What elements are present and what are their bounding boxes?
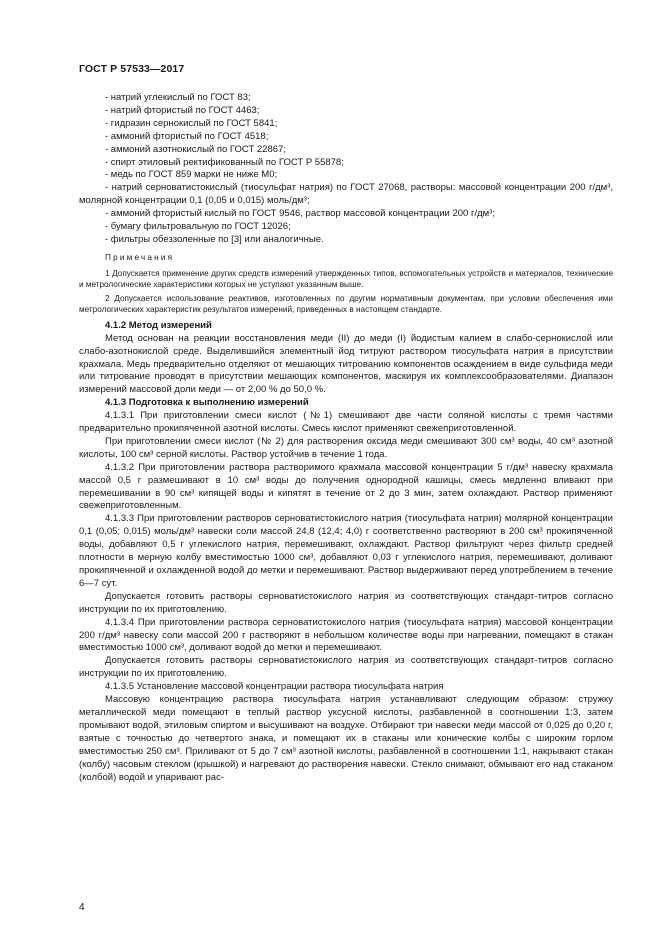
section-heading-413: 4.1.3 Подготовка к выполнению измерений (105, 397, 309, 409)
paragraph-4135-heading: 4.1.3.5 Установление массовой концентрации раствора тиосульфата натрия (105, 681, 444, 693)
notes-block (79, 252, 613, 315)
paragraph-standard-titre-2: Допускается готовить растворы серноватистокислого натрия из соответствующих стандарт-титров согласно инструкции по их приготовлению. (79, 655, 613, 680)
list-item: - фильтры обеззоленные по [3] или аналогичные. (105, 233, 324, 245)
method-paragraph: Метод основан на реакции восстановления меди (II) до меди (I) йодистым калием в слабо-сернокислой или слабо-азотнокислой среде. Выделившийся элементный йод титруют раствором тиосульфата натрия в присутствии крахмала. Медь предварительно отделяют от мешающих титрованию компонентов осаждением в виде сульфида меди или титрование проводят в присутствии мешающих компонентов, маскируя их комплексообразователями. Диапазон измерений массовой доли меди — от 2,00 % до 50,0 %. (79, 332, 613, 396)
list-item: - аммоний азотнокислый по ГОСТ 22867; (105, 143, 286, 155)
list-item: - бумагу фильтровальную по ГОСТ 12026; (105, 221, 291, 233)
paragraph-4132: 4.1.3.2 При приготовлении раствора растворимого крахмала массовой концентрации 5 г/дм³ навеску крахмала массой 0,5 г размешивают в 10 см³ воды до получения однородной кашицы, смесь медленно вливают при перемешивании в 90 см³ кипящей воды и кипятят в течение от 2 до 3 мин, затем охлаждают. Раствор применяют свежеприготовленным. (79, 461, 613, 512)
list-item: - медь по ГОСТ 859 марки не ниже М0; (105, 169, 278, 181)
note-item: 1 Допускается применение других средств измерений утвержденных типов, вспомогательных устройств и материалов, технические и метрологические характеристики которых не уступают указанным выше. (79, 268, 613, 289)
standard-header: ГОСТ Р 57533—2017 (79, 63, 185, 75)
list-item: - аммоний фтористый по ГОСТ 4518; (105, 130, 269, 142)
list-item: - натрий фтористый по ГОСТ 4463; (105, 104, 260, 116)
paragraph-standard-titre-1: Допускается готовить растворы серноватистокислого натрия из соответствующих стандарт-титров согласно инструкции по их приготовлению. (79, 590, 613, 615)
section-heading-412: 4.1.2 Метод измерений (105, 319, 212, 331)
paragraph-acid-mix-2: При приготовлении смеси кислот (№ 2) для растворения оксида меди смешивают 300 см³ воды, 40 см³ азотной кислоты, 100 см³ серной кислоты. Раствор устойчив в течение 1 года. (79, 435, 613, 460)
list-item: - гидразин сернокислый по ГОСТ 5841; (105, 117, 278, 129)
list-item: - натрий углекислый по ГОСТ 83; (105, 92, 251, 103)
notes-title: Примечания (105, 252, 175, 262)
paragraph-4131: 4.1.3.1 При приготовлении смеси кислот (№1) смешивают две части соляной кислоты с тремя частями предварительно прокипяченной азотной кислоты. Смесь кислот применяют свежеприготовленной. (79, 410, 613, 435)
paragraph-4133: 4.1.3.3 При приготовлении растворов серноватистокислого натрия (тиосульфата натрия) молярной концентрации 0,1 (0,05; 0,015) моль/дм³ навески соли массой 24,8 (12,4; 4,0) г соответственно растворяют в 200 см³ прокипяченной воды, добавляют 0,5 г углекислого натрия, перемешивают, охлаждают. Раствор фильтруют через фильтр средней плотности в мерную колбу вместимостью 1000 см³, добавляют 0,03 г углекислого натрия, перемешивают, доливают прокипяченной и охлажденной водой до метки и перемешивают. Раствор выдерживают перед употреблением в течение 6—7 сут. (79, 513, 613, 589)
reagents-list (79, 92, 613, 247)
page-number: 4 (79, 902, 85, 913)
paragraph-4134: 4.1.3.4 При приготовлении раствора серноватистокислого натрия (тиосульфата натрия) массовой концентрации 200 г/дм³ навеску соли массой 200 г растворяют в небольшом количестве воды при нагревании, помещают в стакан вместимостью 1000 см³, доливают водой до метки и перемешивают. (79, 616, 613, 654)
paragraph-4135-body: Массовую концентрацию раствора тиосульфата натрия устанавливают следующим образом: стружку металлической меди помещают в теплый раствор уксусной кислоты, разбавленной в соотношении 1:3, затем промывают водой, этиловым спиртом и высушивают на воздухе. Отбирают три навески меди массой от 0,025 до 0,20 г, взятые с точностью до четвертого знака, и помещают их в стаканы или конические колбы с широким горлом вместимостью 250 см³. Приливают от 5 до 7 см³ азотной кислоты, разбавленной в соотношении 1:1, накрывают стакан (колбу) часовым стеклом (крышкой) и нагревают до растворения навески. Стекло снимают, обмывают его над стаканом (колбой) водой и упаривают рас- (79, 694, 613, 783)
list-item: - аммоний фтористый кислый по ГОСТ 9546, раствор массовой концентрации 200 г/дм³; (105, 208, 495, 220)
list-item: - спирт этиловый ректификованный по ГОСТ Р 55878; (105, 156, 344, 168)
document-body (79, 92, 613, 784)
list-item: - натрий серноватистокислый (тиосульфат натрия) по ГОСТ 27068, растворы: массовой концентрации 200 г/дм³, молярной концентрации 0,1 (0,05 и 0,015) моль/дм³; (79, 182, 613, 207)
note-item: 2 Допускается использование реактивов, изготовленных по другим нормативным документам, при условии обеспечения ими метрологических характеристик результатов измерений, приведенных в настоящем стандарте. (79, 293, 613, 314)
